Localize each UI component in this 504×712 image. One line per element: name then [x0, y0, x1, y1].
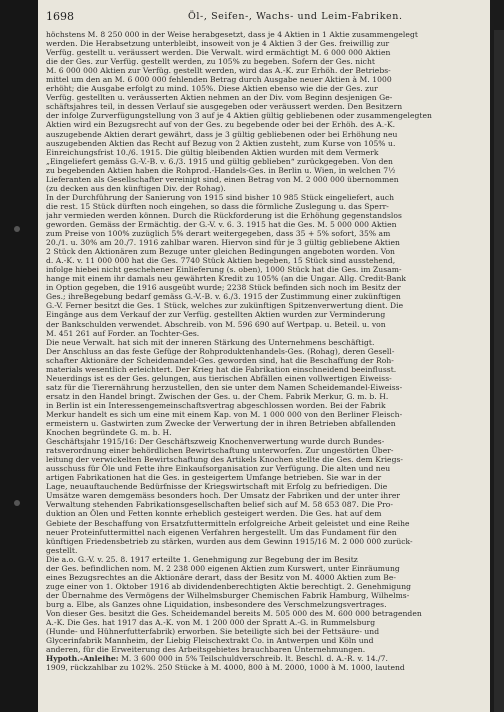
text-line: der infolge Zurverfügungstellung von 3 auf je 4 Aktien gültig gebliebenen oder zusammengelegten — [46, 111, 432, 121]
text-line: zu begebenden Aktien haben die Rohprod.-Handels-Ges. in Berlin u. Wien, in welchen 7½ — [46, 165, 396, 175]
text-line: zum Preise von 100% zuzüglich 5% derart weitergegeben, dass 35 + 5% sofort, 35% am — [46, 229, 391, 239]
text-line: erhöht; die Ausgabe erfolgt zu mind. 105%. Diese Aktien ebenso wie die der Ges. zur — [46, 84, 378, 94]
binding-hole — [14, 500, 20, 506]
text-line: Lage, neuauftauchende Bedürfnisse der Kriegswirtschaft mit Erfolg zu befriedigen. Die — [46, 482, 388, 492]
text-line: Aktien wird ein Bezugsrecht auf von der Ges. zu begebende oder bei der Erhöh. des A.-K. — [46, 120, 396, 130]
text-line: Knochen begründete G. m. b. H. — [46, 428, 172, 438]
text-line: jahr vermieden werden können. Durch die Rückforderung ist die Erhöhung gegenstandslos — [46, 210, 402, 220]
text-line: In der Durchführung der Sanierung von 1915 sind bisher 10 985 Stück eingeliefert, auch — [46, 192, 395, 202]
text-line: Von dieser Ges. besitzt die Ges. Scheidemandel bereits M. 505 000 des M. 600 000 betragenden — [46, 609, 422, 618]
text-line: Einreichungsfrist 10./6. 1915. Die gültig bleibenden Aktien wurden mit dem Vermerk — [46, 147, 379, 157]
text-line: auszugebende Aktien derart gewährt, dass je 3 gültig gebliebenen oder bei Erhöhung neu — [46, 129, 398, 139]
text-line: Eingänge aus dem Verkauf der zur Verfüg. gestellten Aktien wurden zur Verminderung — [46, 310, 386, 320]
text-line: infolge hiebei nicht geschehener Einlieferung (s. oben), 1000 Stück hat die Ges. im Zusam- — [46, 265, 402, 275]
text-line: M. 6 000 000 Aktien zur Verfüg. gestellt werden, wird das A.-K. zur Erhöh. der Betriebs- — [46, 66, 391, 76]
text-line: mittel um den an M. 6 000 000 fehlenden Betrag durch Ausgabe neuer Aktien à M. 1000 — [46, 75, 392, 85]
text-line: leitung der verwickelten Bewirtschaftung des Artikels Knochen stellte die Ges. dem Kriegs- — [46, 455, 404, 465]
text-line: Verfüg. gestellten u. veräusserten Aktien nehmen an der Div. vom Beginn desjenigen Ge- — [46, 93, 393, 103]
text-line: schäftsjahres teil, in dessen Verlauf sie ausgegeben oder veräussert werden. Den Besitzern — [46, 102, 403, 112]
text-line: anderen, für die Erweiterung des Arbeitsgebietes brauchbaren Unternehmungen. — [46, 645, 366, 655]
text-line: Die a.o. G.-V. v. 25. 8. 1917 erteilte 1. Genehmigung zur Begebung der im Besitz — [46, 554, 358, 564]
text-line: Die neue Verwalt. hat sich mit der inneren Stärkung des Unternehmens beschäftigt. — [46, 337, 375, 347]
text-line: ersatz in den Handel bringt. Zwischen der Ges. u. der Chem. Fabrik Merkur, G. m. b. H. — [46, 391, 389, 401]
text-line: ratsverordnung einer behördlichen Bewirtschaftung unterworfen. Zur ungestörten Über- — [46, 446, 394, 456]
text-line: neuer Proteinfuttermittel nach eigenen Verfahren hergestellt. Um das Fundament für den — [46, 527, 397, 537]
text-line: „Eingeliefert gemäss G.-V.-B. v. 6./3. 1915 und gültig geblieben“ zurückgegeben. Von den — [46, 156, 393, 166]
text-line: höchstens M. 8 250 000 in der Weise herabgesetzt, dass je 4 Aktien in 1 Aktie zusammengelegt — [46, 30, 418, 39]
text-line: G.-V. Ferner besitzt die Ges. 1 Stück, welches zur zukünftigen Spitzenverwertung dient. Die — [46, 301, 404, 311]
text-line: 20./1. u. 30% am 20./7. 1916 zahlbar waren. Hiervon sind für je 3 gültig gebliebene Aktien — [46, 238, 400, 248]
text-line: Neuerdings ist es der Ges. gelungen, aus tierischen Abfällen einen vollwertigen Eiweiss- — [46, 373, 392, 383]
text-line: schafter Aktionäre der Scheidemandel-Ges. geworden sind, hat die Beschaffung der Roh- — [46, 355, 394, 365]
text-line: Geschäftsjahr 1915/16: Der Geschäftszweig Knochenverwertung wurde durch Bundes- — [46, 437, 385, 447]
body-text — [46, 30, 486, 672]
text-line: ermeistern u. Gastwirten zum Zwecke der Verwertung der in ihren Betrieben abfallenden — [46, 419, 396, 429]
text-line: M. 451 261 auf Forder. an Tochter-Ges. — [46, 328, 200, 338]
text-line: Glycerinfabrik Mannheim, der Liebig Fleischextrakt Co. in Antwerpen und Köln und — [46, 636, 374, 646]
text-line: in Option gegeben, die 1916 ausgeübt wurde; 2238 Stück befinden sich noch im Besitz der — [46, 283, 401, 293]
text-line: 2 Stück den Aktionären zum Bezuge unter gleichen Bedingungen angeboten worden. Von — [46, 247, 395, 257]
text-line: Umsätze waren demgemäss besonders hoch. Der Umsatz der Fabriken und der unter ihrer — [46, 491, 401, 501]
text-line: künftigen Friedensbetrieb zu stärken, wurden aus dem Gewinn 1915/16 M. 2 000 000 zurück- — [46, 536, 413, 546]
text-line: der Bankschulden verwendet. Abschreib. von M. 596 690 auf Wertpap. u. Beteil. u. von — [46, 319, 386, 329]
left-margin — [0, 0, 38, 712]
page-number: 1698 — [46, 10, 74, 23]
text-line: die der Ges. zur Verfüg. gestellt werden, zu 105% zu begeben. Sofern der Ges. nicht — [46, 57, 375, 67]
text-line: werden. Die Herabsetzung unterbleibt, insoweit von je 4 Aktien 3 der Ges. freiwillig zur — [46, 39, 390, 49]
text-line: d. A.-K. v. 11 000 000 hat die Ges. 7740 Stück Aktien begeben, 15 Stück sind ausstehend, — [46, 256, 396, 266]
text-line: artigen Fabrikationen hat die Ges. in gesteigertem Umfange betrieben. Sie war in der — [46, 473, 382, 483]
text-line: ausschuss für Öle und Fette ihre Einkaufsorganisation zur Verfügung. Die alten und neu — [46, 464, 391, 474]
page-header — [38, 10, 490, 24]
text-line: Verfüg. gestellt u. veräussert werden. Die Verwalt. wird ermächtigt M. 6 000 000 Aktien — [46, 48, 391, 58]
text-line: geworden. Gemäss der Ermächtig. der G.-V. v. 6. 3. 1915 hat die Ges. M. 5 000 000 Aktien — [46, 219, 397, 229]
text-line: Der Anschluss an das feste Gefüge der Rohproduktenhandels-Ges. (Rohag), deren Gesell- — [46, 346, 395, 356]
text-line: zuge einer von 1. Oktober 1916 ab dividendenberechtigten Aktie berechtigt. 2. Genehmigung — [46, 581, 412, 591]
text-line: der Ges. befindlichen nom. M. 2 238 000 eigenen Aktien zum Kurswert, unter Einräumung — [46, 563, 400, 573]
text-line: (zu decken aus den künftigen Div. der Rohag). — [46, 183, 226, 193]
text-line: Merkur handelt es sich um eine mit einem Kap. von M. 1 000 000 von den Berliner Fleisch- — [46, 409, 403, 419]
text-line: satz für die Tierernährung herzustellen, den sie unter dem Namen Scheidemandel-Eiweiss- — [46, 382, 403, 392]
text-line: Gebiete der Beschaffung von Ersatzfuttermitteln erfolgreiche Arbeit geleistet und eine Reihe — [46, 518, 410, 528]
adjacent-page-edge — [494, 30, 504, 712]
text-line: A.-K. Die Ges. hat 1917 das A.-K. von M. 1 200 000 der Spratt A.-G. in Rummelsburg — [46, 618, 376, 628]
hypothek-text: M. 3 600 000 in 5% Teilschuldverschreib. lt. Beschl. d. A.-R. v. 14./7. — [118, 654, 388, 664]
document-page — [38, 0, 490, 712]
text-line: burg a. Elbe, als Ganzes ohne Liquidation, insbesondere des Verschmelzungsvertrages. — [46, 599, 387, 609]
text-line: hange mit einem ihr damals neu gewährten Kredit zu 105% (an die Ungar. Allg. Credit-Bank — [46, 274, 407, 284]
text-line: Ges.; ihreBegebung bedarf gemäss G.-V.-B. v. 6./3. 1915 der Zustimmung einer zukünftigen — [46, 292, 401, 302]
binding-hole — [14, 226, 20, 232]
text-line: gestellt. — [46, 545, 78, 555]
text-line: Lieferanten als Gesellschafter vereinigt sind, einen Betrag von M. 2 000 000 übernommen — [46, 174, 399, 184]
hypothek-text-continued: 1909, rückzahlbar zu 102%. 250 Stücke à M. 4000, 800 à M. 2000, 1000 à M. 1000, lautend — [46, 663, 405, 673]
text-line: (Hunde- und Hühnerfutterfabrik) erworben. Sie beteiligte sich bei der Fettsäure- und — [46, 627, 380, 637]
text-line: materials wesentlich erleichtert. Der Krieg hat die Fabrikation einschneidend beeinflusst. — [46, 364, 397, 374]
text-line: in Berlin ist ein Interessengemeinschaftsvertrag abgeschlossen worden. Bei der Fabrik — [46, 400, 386, 410]
hypothek-line — [46, 654, 486, 663]
running-title: Öl-, Seifen-, Wachs- und Leim-Fabriken. — [188, 11, 403, 22]
text-line: eines Bezugsrechtes an die Aktionäre derart, dass der Besitz von M. 4000 Aktien zum Be- — [46, 572, 396, 582]
text-line: duktion an Ölen und Fetten konnte erheblich gesteigert werden. Die Ges. hat auf dem — [46, 509, 382, 519]
text-line: auszugebenden Aktien das Recht auf Bezug von 2 Aktien zusteht, zum Kurse von 105% u. — [46, 138, 396, 148]
text-line: die rest. 15 Stück dürften noch eingehen, so dass die förmliche Zuslegung u. das Sperr- — [46, 201, 389, 211]
text-line: Verwaltung stehenden Fabrikationsgesellschaften belief sich auf M. 58 653 087. Die Pro- — [46, 500, 393, 510]
text-line: der Übernahme des Vermögens der Wilhelmsburger Chemischen Fabrik Hamburg, Wilhelms- — [46, 590, 410, 600]
hypothek-label: Hypoth.-Anleihe: — [46, 654, 119, 664]
